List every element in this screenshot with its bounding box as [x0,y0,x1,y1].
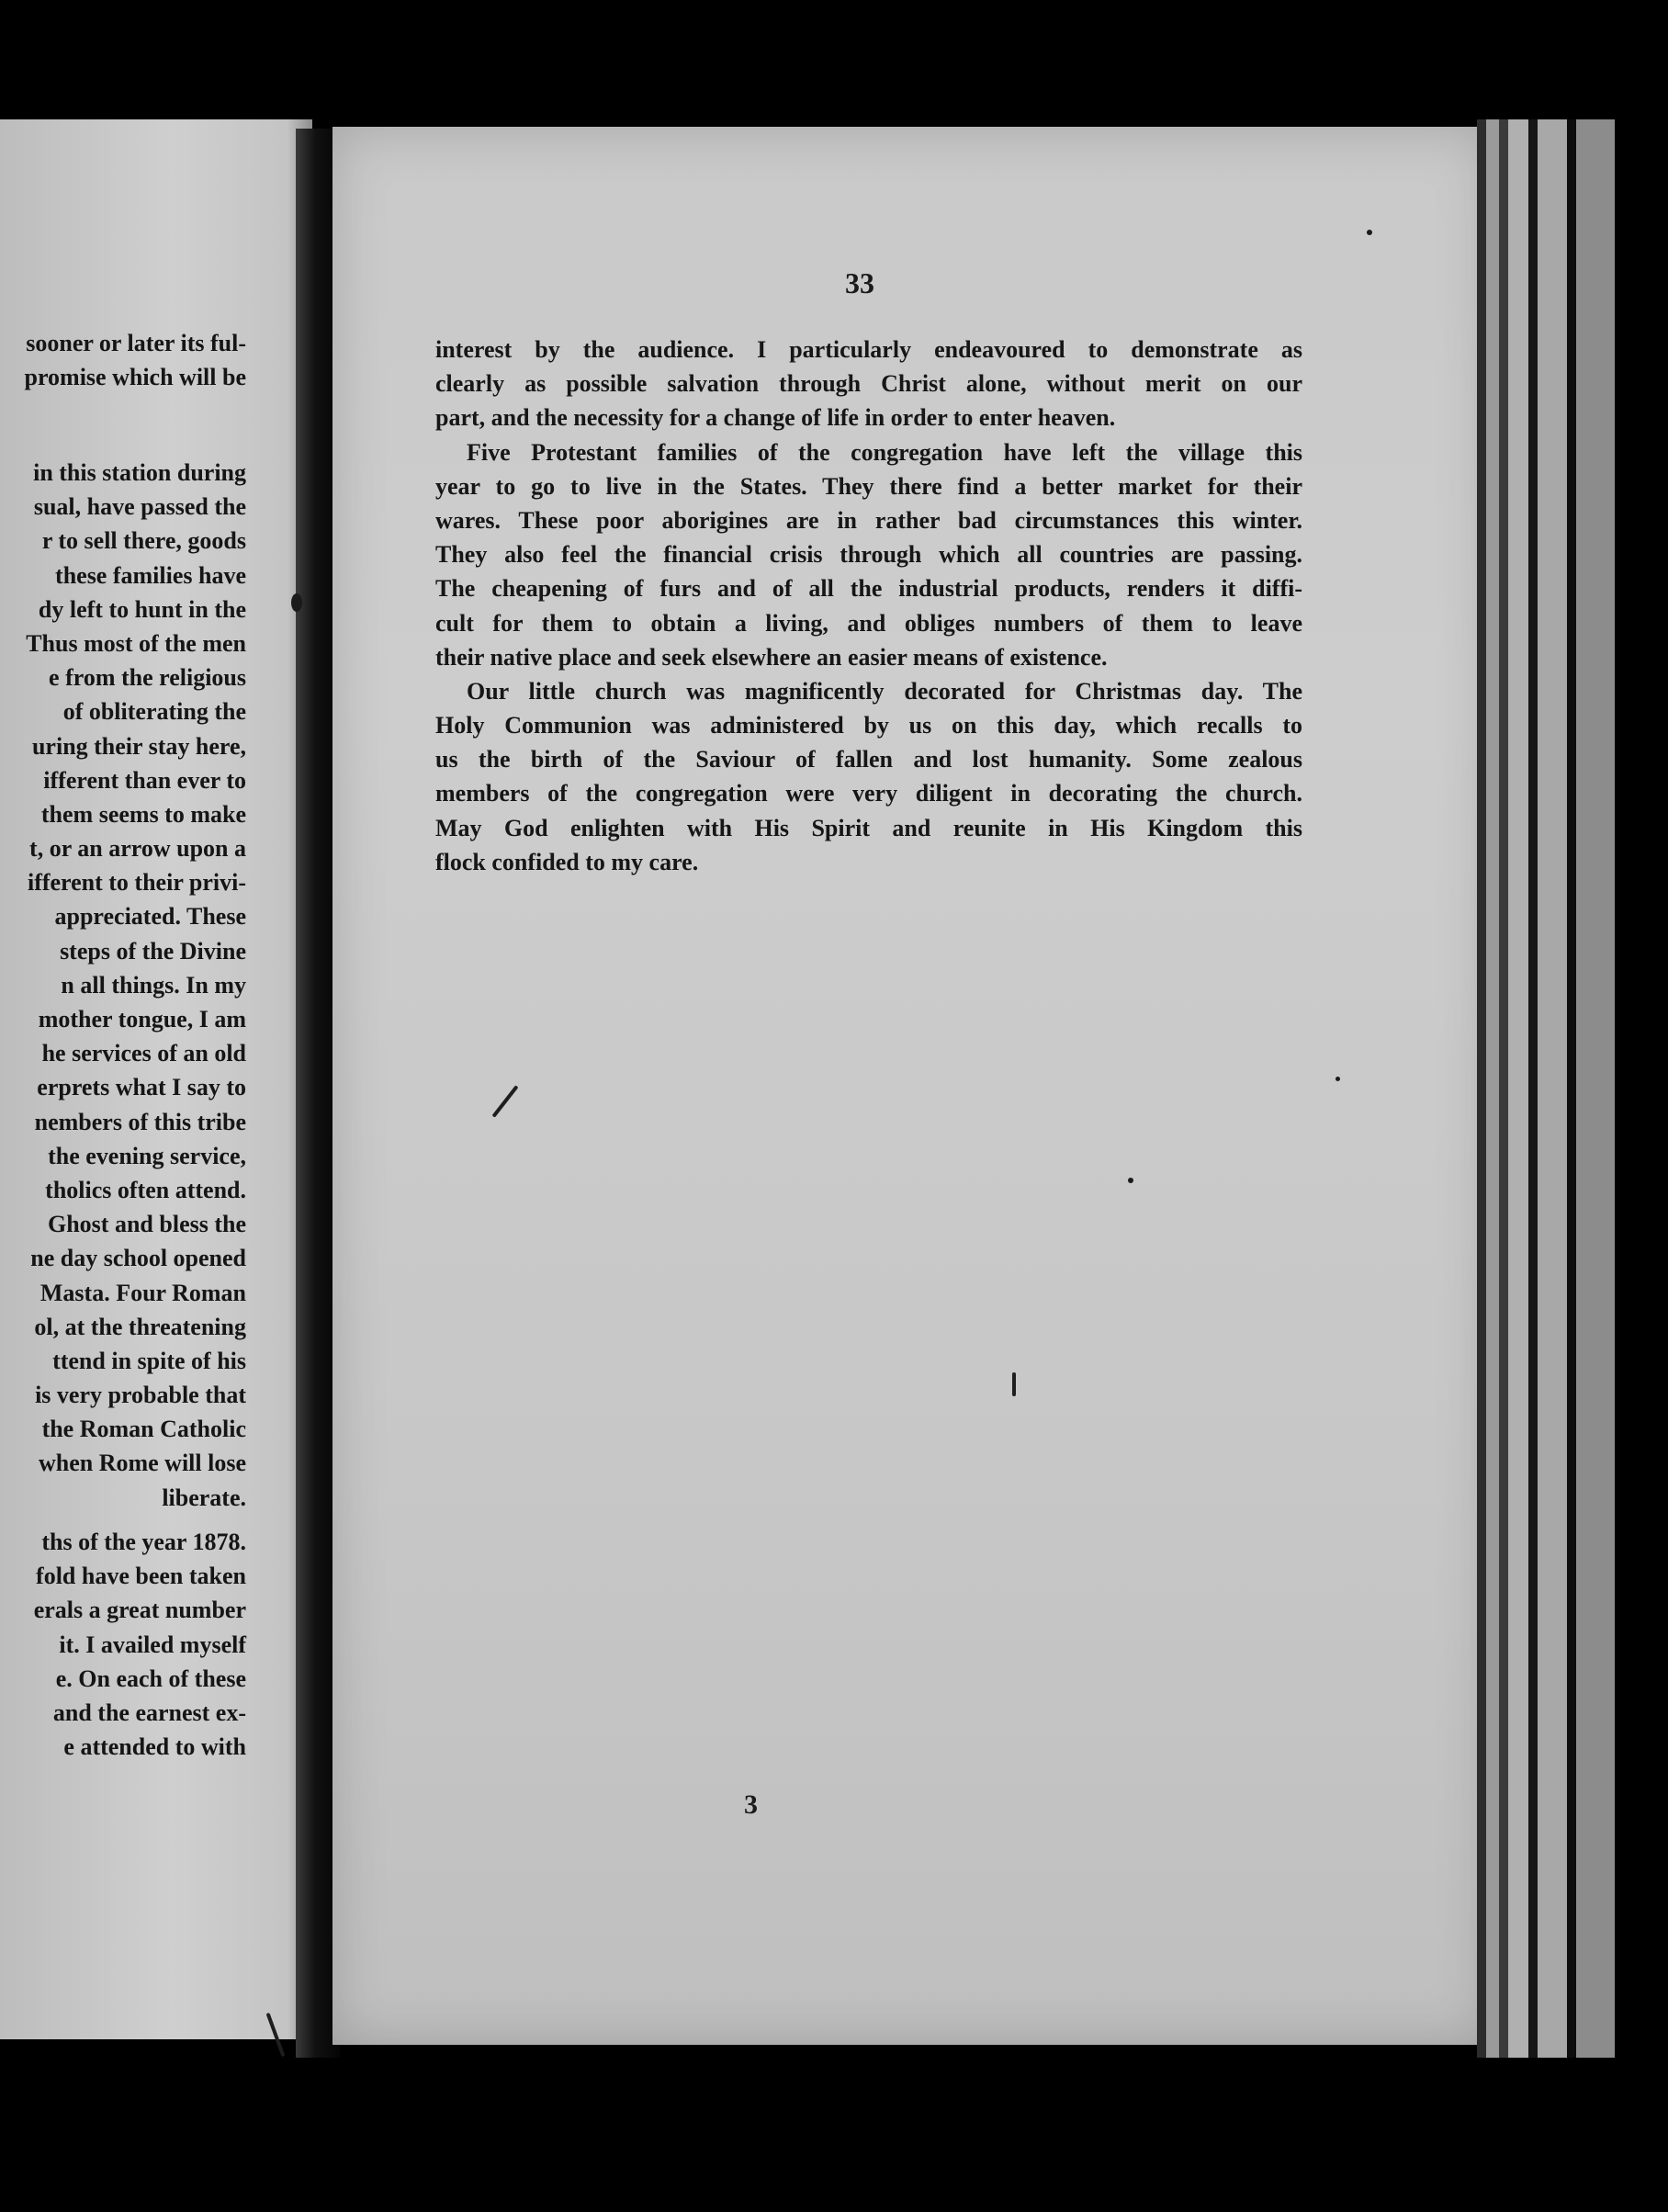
left-page-line: steps of the Divine [60,937,246,965]
left-page-line: ol, at the threatening [34,1313,246,1340]
left-page-line: of obliterating the [62,698,246,726]
left-page-line: uring their stay here, [31,732,246,760]
body-line: flock confided to my care. [435,848,699,875]
left-page-line: t, or an arrow upon a [29,835,246,863]
body-line: They also feel the financial crisis through which all countries are passing. [435,541,1302,569]
left-page-line: the Roman Catholic [41,1416,246,1443]
left-page-text-bottom [0,1525,246,1764]
left-page-line: them seems to make [40,800,246,828]
left-page-line: r to sell there, goods [41,527,246,555]
body-line: cult for them to obtain a living, and obliges numbers of them to leave [435,609,1302,637]
left-page-line: e from the religious [49,664,246,692]
body-line: Our little church was magnificently decorated for Christmas day. The [467,677,1302,705]
left-page-line: e attended to with [63,1733,246,1761]
left-page-line: ne day school opened [30,1245,246,1272]
body-line: us the birth of the Saviour of fallen and lost humanity. Some zealous [435,746,1302,773]
left-page-line: promise which will be [24,364,246,391]
left-page-line: Thus most of the men [26,629,246,657]
left-page-line: n all things. In my [61,971,246,999]
left-page-line: Masta. Four Roman [39,1279,246,1306]
left-page-line: erprets what I say to [37,1074,246,1101]
ink-speck [1128,1178,1133,1183]
body-line: year to go to live in the States. They there find a better market for their [435,472,1302,500]
left-page-line: erals a great number [33,1597,246,1624]
left-page-line: it. I availed myself [59,1631,246,1658]
left-page-line: when Rome will lose [38,1450,246,1477]
left-page-line: he services of an old [41,1040,246,1067]
scan-scratch [1012,1372,1016,1396]
signature-mark: 3 [744,1789,758,1820]
left-page-line: in this station during [33,459,246,486]
left-facing-page [0,119,312,2039]
ink-speck [1367,230,1372,235]
left-page-line: and the earnest ex- [52,1698,246,1726]
left-page-line: liberate. [162,1484,246,1511]
body-text [435,333,1302,879]
left-page-line: fold have been taken [36,1563,246,1590]
left-page-line: sooner or later its ful- [26,330,246,356]
body-line: clearly as possible salvation through Christ alone, without merit on our [435,370,1302,398]
ink-speck [1336,1077,1340,1081]
left-page-line: the evening service, [48,1142,246,1169]
body-line: part, and the necessity for a change of life in order to enter heaven. [435,404,1116,432]
left-page-text-top [0,326,246,394]
left-page-line: these families have [55,561,246,589]
body-line: May God enlighten with His Spirit and reunite in His Kingdom this [435,814,1302,841]
left-page-text-middle [0,456,246,1515]
body-line: members of the congregation were very diligent in decorating the church. [435,780,1302,807]
left-page-line: Ghost and bless the [48,1211,246,1238]
body-line: wares. These poor aborigines are in rather bad circumstances this winter. [435,506,1302,534]
body-line: Holy Communion was administered by us on this day, which recalls to [435,712,1302,739]
left-page-line: ifferent to their privi- [27,869,246,897]
body-line: Five Protestant families of the congregation have left the village this [467,438,1302,466]
left-page-line: nembers of this tribe [34,1108,246,1135]
left-page-line: ttend in spite of his [52,1347,246,1374]
left-page-line: tholics often attend. [45,1176,246,1203]
page-edges [1477,119,1615,2058]
left-page-line: sual, have passed the [33,493,246,521]
ink-speck [291,593,302,612]
left-page-line: ths of the year 1878. [41,1529,246,1555]
left-page-line: appreciated. These [54,903,246,931]
left-page-line: dy left to hunt in the [38,595,246,623]
body-line: interest by the audience. I particularly endeavoured to demonstrate as [435,336,1302,363]
body-line: The cheapening of furs and of all the industrial products, renders it diffi- [435,575,1302,603]
body-line: their native place and seek elsewhere an easier means of existence. [435,643,1108,671]
page-number: 33 [845,266,874,299]
left-page-line: mother tongue, I am [38,1006,246,1033]
left-page-line: ifferent than ever to [43,766,246,794]
left-page-line: is very probable that [35,1382,246,1409]
left-page-line: e. On each of these [55,1665,246,1692]
